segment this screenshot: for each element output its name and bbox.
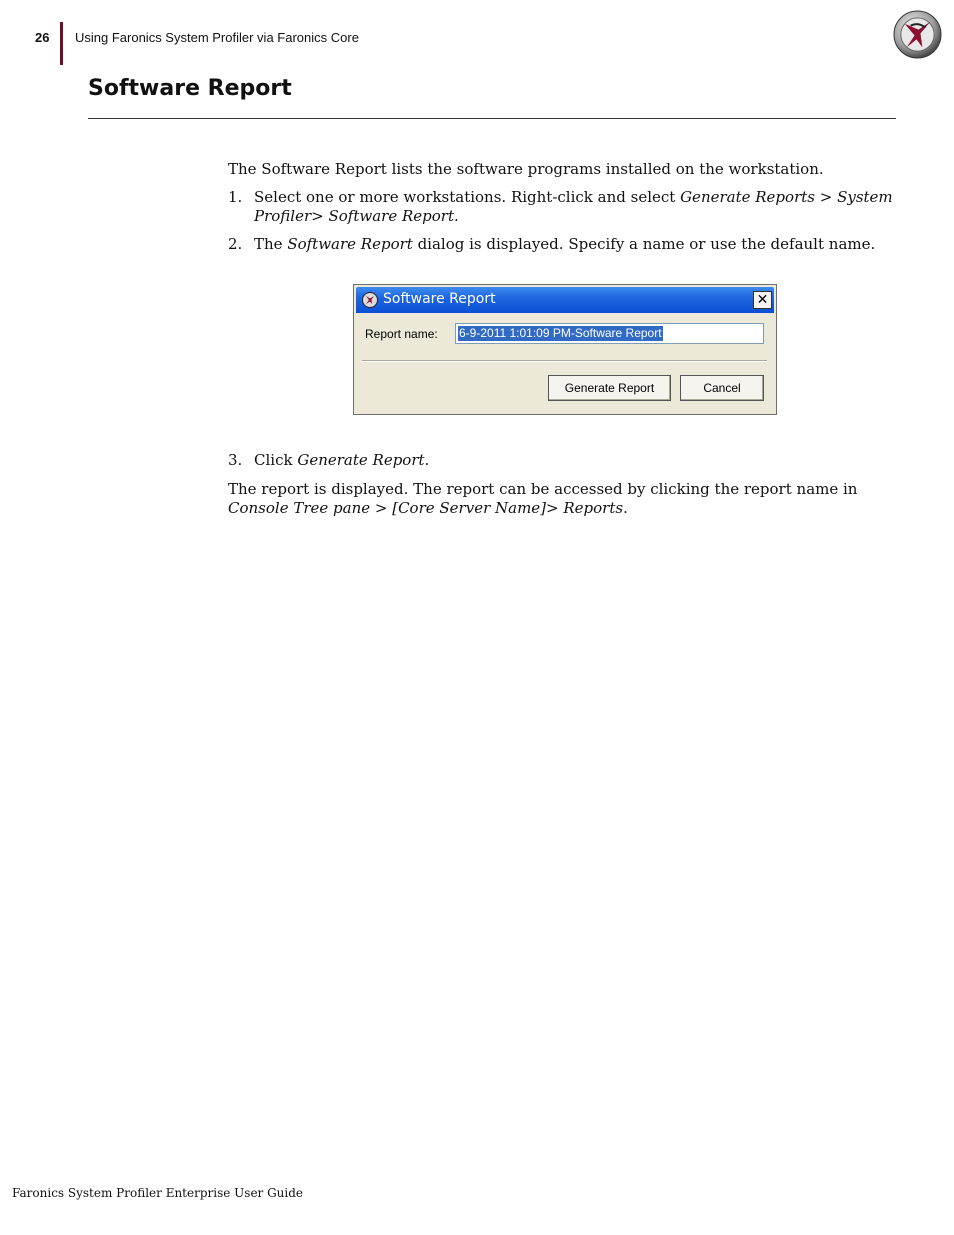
intro-paragraph: The Software Report lists the software programs installed on the workstation. bbox=[228, 160, 824, 178]
step-1 bbox=[228, 188, 896, 228]
step-2 bbox=[228, 235, 896, 255]
closing-paragraph: The report is displayed. The report can be accessed by clicking the report name in Console Tree pane > [Core Server Name]> Reports. bbox=[228, 480, 858, 517]
chapter-title: Using Faronics System Profiler via Faronics Core bbox=[75, 30, 359, 45]
step-3 bbox=[228, 451, 896, 471]
step-number: 1. bbox=[228, 188, 243, 206]
dialog-divider bbox=[362, 360, 767, 362]
dialog-titlebar bbox=[356, 287, 774, 313]
report-name-input[interactable] bbox=[455, 323, 764, 344]
dialog-title: Software Report bbox=[383, 291, 496, 307]
step-text: The Software Report dialog is displayed. Specify a name or use the default name. bbox=[254, 235, 876, 253]
header-divider bbox=[60, 22, 63, 65]
report-name-label: Report name: bbox=[365, 327, 438, 341]
step-text: Select one or more workstations. Right-click and select Generate Reports > System Profiler> Software Report. bbox=[254, 188, 893, 225]
faronics-logo-icon bbox=[893, 10, 942, 59]
page-number: 26 bbox=[35, 30, 50, 45]
page-footer: Faronics System Profiler Enterprise User Guide bbox=[12, 1186, 304, 1200]
software-report-dialog bbox=[353, 284, 777, 415]
faronics-app-icon bbox=[362, 292, 378, 308]
page-header bbox=[0, 0, 954, 70]
section-title: Software Report bbox=[88, 76, 292, 101]
step-number: 3. bbox=[228, 451, 243, 469]
generate-report-button[interactable]: Generate Report bbox=[548, 375, 671, 401]
step-number: 2. bbox=[228, 235, 243, 253]
report-name-value: 6-9-2011 1:01:09 PM-Software Report bbox=[459, 326, 662, 340]
section-rule bbox=[88, 118, 896, 119]
close-button[interactable]: ✕ bbox=[753, 291, 772, 309]
cancel-button[interactable]: Cancel bbox=[680, 375, 764, 401]
step-text: Click Generate Report. bbox=[254, 451, 430, 469]
